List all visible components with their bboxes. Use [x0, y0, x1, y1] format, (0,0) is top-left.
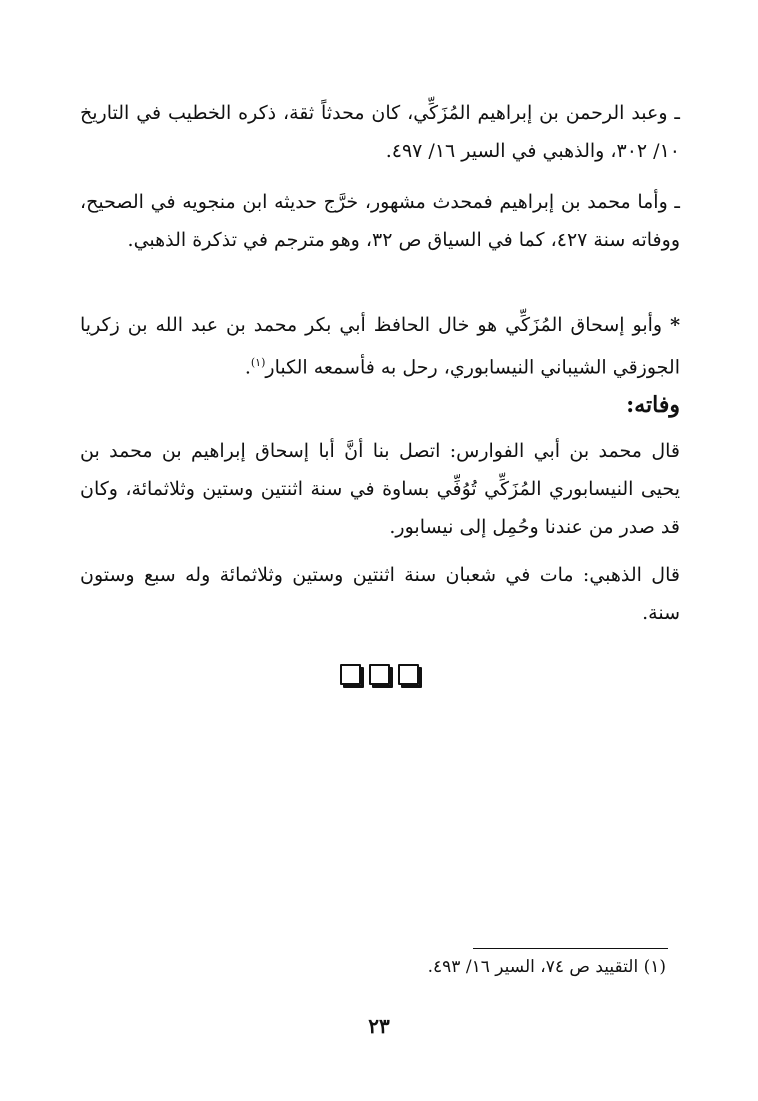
paragraph-ibn-abi-al-fawaris	[80, 432, 680, 546]
star-marker: *	[670, 314, 680, 336]
paragraph-abd-al-rahman	[80, 94, 680, 170]
section-separator	[0, 664, 758, 689]
paragraph-dhahabi	[80, 556, 680, 632]
paragraph-muhammad	[80, 183, 680, 259]
paragraph-text: ـ وعبد الرحمن بن إبراهيم المُزَكِّي، كان محدثاً ثقة، ذكره الخطيب في التاريخ ١٠/ ٣٠٢، والذهبي في السير ١٦/ ٤٩٧.	[80, 102, 680, 162]
footnote: (١) التقييد ص ٧٤، السير ١٦/ ٤٩٣.	[427, 957, 666, 977]
sentence-end: .	[244, 356, 251, 379]
page-number: ٢٣	[368, 1014, 390, 1038]
paragraph-text: وأبو إسحاق المُزَكِّي هو خال الحافظ أبي بكر محمد بن عبد الله بن زكريا الجوزقي الشيباني النيسابوري، رحل به فأسمعه الكبار	[80, 314, 680, 379]
square-ornament-icon	[340, 664, 361, 685]
paragraph-text: قال محمد بن أبي الفوارس: اتصل بنا أنَّ أبا إسحاق إبراهيم بن محمد بن يحيى النيسابوري المُزَكِّي تُوُفِّي بساوة في سنة اثنتين وستين وثلاثمائة، وكان قد صدر من عندنا وحُمِل إلى نيسابور.	[80, 440, 680, 538]
footnote-divider	[473, 948, 668, 949]
square-ornament-icon	[398, 664, 419, 685]
square-ornament-icon	[369, 664, 390, 685]
paragraph-text: قال الذهبي: مات في شعبان سنة اثنتين وستين وثلاثمائة وله سبع وستون سنة.	[80, 564, 680, 624]
footnote-reference: (١)	[250, 356, 266, 369]
paragraph-abu-ishaq	[80, 306, 680, 386]
section-heading: وفاته:	[626, 392, 680, 418]
paragraph-text: ـ وأما محمد بن إبراهيم فمحدث مشهور، خرَّج حديثه ابن منجويه في الصحيح، ووفاته سنة ٤٢٧، كما في السياق ص ٣٢، وهو مترجم في تذكرة الذهبي.	[80, 191, 680, 251]
